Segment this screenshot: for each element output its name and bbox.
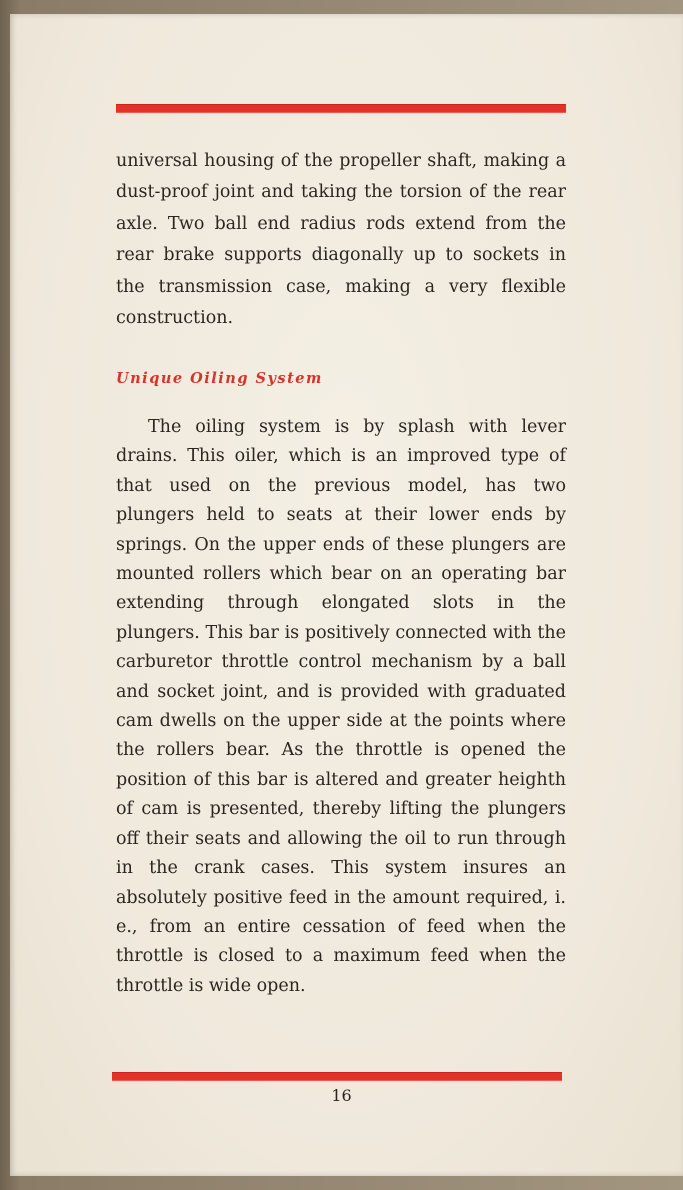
section-heading: Unique Oiling System (116, 370, 323, 387)
page-number: 16 (331, 1086, 352, 1105)
paragraph-oiling-system: The oiling system is by splash with lever drains. This oiler, which is an improved type of that used on the previous model, has two plungers held to seats at their lower ends by springs. On the upper ends of these plungers are mounted rollers which bear on an operating bar extending through elongated slots in the plungers. This bar is positively connected with the carburetor throttle control mechanism by a ball and socket joint, and is provided with graduated cam dwells on the upper side at the points where the rollers bear. As the throttle is opened the position of this bar is altered and greater heighth of cam is presented, thereby lifting the plungers off their seats and allowing the oil to run through in the crank cases. This system insures an absolutely positive feed in the amount required, i. e., from an entire cessation of feed when the throttle is closed to a maximum feed when the throttle is wide open. (116, 417, 566, 996)
paragraph-propeller-shaft: universal housing of the propeller shaft, making a dust-proof joint and taking the torsion of the rear axle. Two ball end radius rods extend from the rear brake supports diagonally up to sockets in the transmission case, making a very flexible construction. (116, 151, 566, 329)
top-red-rule (116, 104, 566, 113)
bottom-red-rule (112, 1072, 562, 1081)
